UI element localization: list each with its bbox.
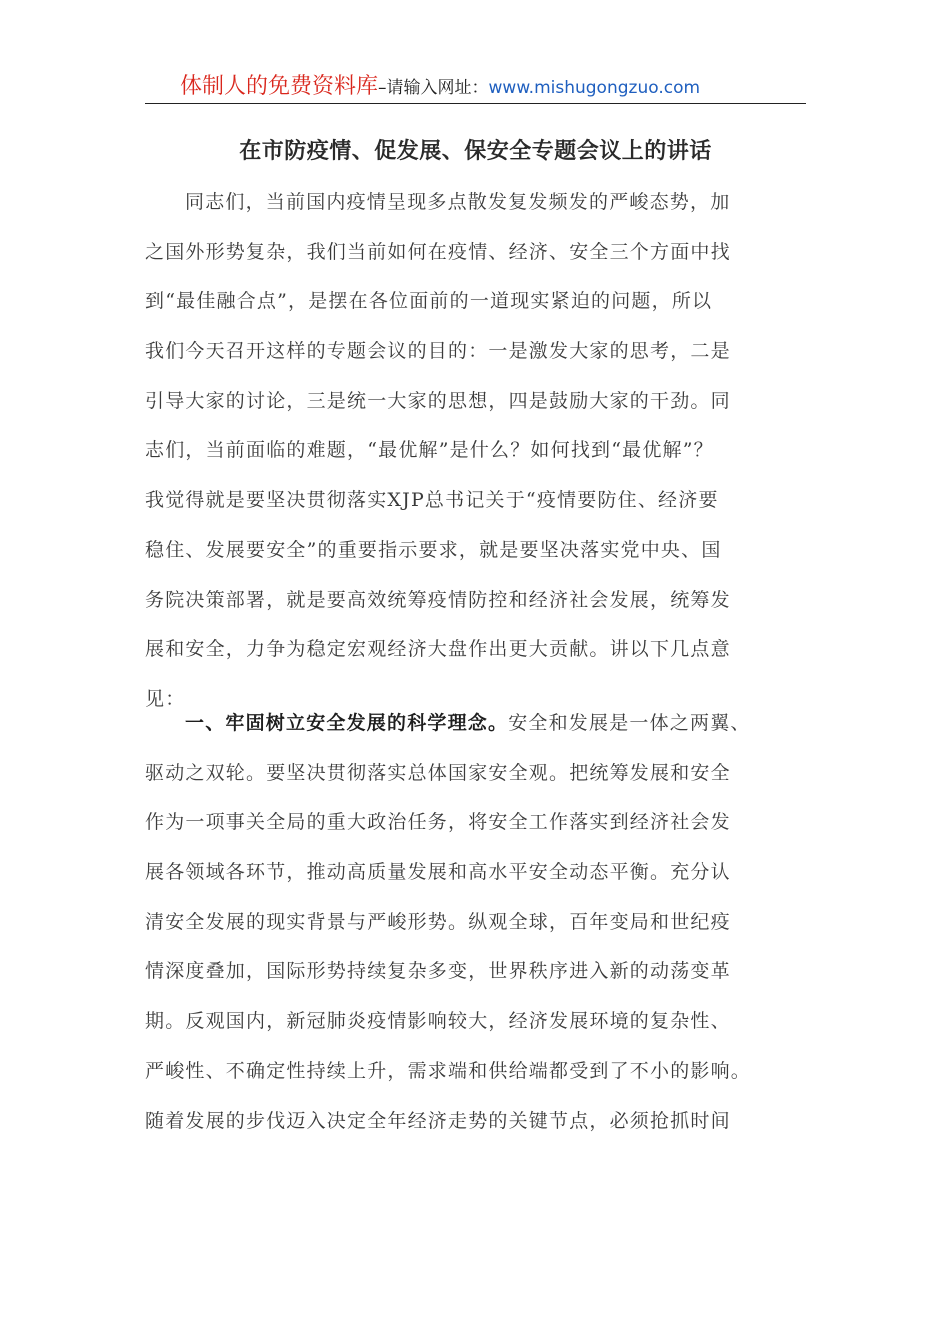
text-line: 稳住、发展要安全”的重要指示要求，就是要坚决落实党中央、国 [145,538,722,561]
text-line: 清安全发展的现实背景与严峻形势。纵观全球，百年变局和世纪疫 [145,910,731,933]
page-header [145,72,806,102]
text-line: 作为一项事关全局的重大政治任务，将安全工作落实到经济社会发 [145,811,731,834]
text-line: 展和安全，力争为稳定宏观经济大盘作出更大贡献。讲以下几点意 [145,638,731,661]
text-line: 务院决策部署，就是要高效统筹疫情防控和经济社会发展，统筹发 [145,588,731,611]
text-line: 见： [145,687,186,710]
text-line [145,699,806,749]
paragraph-intro [145,178,806,725]
text-run: 安全和发展是一体之两翼、 [508,712,751,734]
text-line: 之国外形势复杂，我们当前如何在疫情、经济、安全三个方面中找 [145,240,731,263]
paragraph-section-one [145,699,806,1146]
text-line: 严峻性、不确定性持续上升，需求端和供给端都受到了不小的影响。 [145,1059,752,1082]
text-line: 志们，当前面临的难题，“最优解”是什么？如何找到“最优解”？ [145,439,714,462]
header-brand: 体制人的免费资料库 [180,74,379,99]
text-line: 期。反观国内，新冠肺炎疫情影响较大，经济发展环境的复杂性、 [145,1010,731,1033]
header-prompt: –请输入网址： [378,78,489,98]
text-line: 到“最佳融合点”，是摆在各位面前的一道现实紧迫的问题，所以 [145,290,713,313]
text-line: 我们今天召开这样的专题会议的目的：一是激发大家的思考，二是 [145,340,731,363]
text-line: 随着发展的步伐迈入决定全年经济走势的关键节点，必须抢抓时间 [145,1109,731,1132]
text-line: 引导大家的讨论，三是统一大家的思想，四是鼓励大家的干劲。同 [145,389,731,412]
text-line: 情深度叠加，国际形势持续复杂多变，世界秩序进入新的动荡变革 [145,960,731,983]
text-line: 驱动之双轮。要坚决贯彻落实总体国家安全观。把统筹发展和安全 [145,761,731,784]
header-url-link[interactable]: www.mishugongzuo.com [488,78,701,98]
text-line: 我觉得就是要坚决贯彻落实XJP总书记关于“疫情要防住、经济要 [145,489,719,512]
document-title: 在市防疫情、促发展、保安全专题会议上的讲话 [239,138,712,164]
section-heading: 一、牢固树立安全发展的科学理念。 [185,712,509,734]
header-divider [145,103,806,104]
text-line: 展各领域各环节，推动高质量发展和高水平安全动态平衡。充分认 [145,861,731,884]
text-line: 同志们，当前国内疫情呈现多点散发复发频发的严峻态势，加 [185,191,731,213]
